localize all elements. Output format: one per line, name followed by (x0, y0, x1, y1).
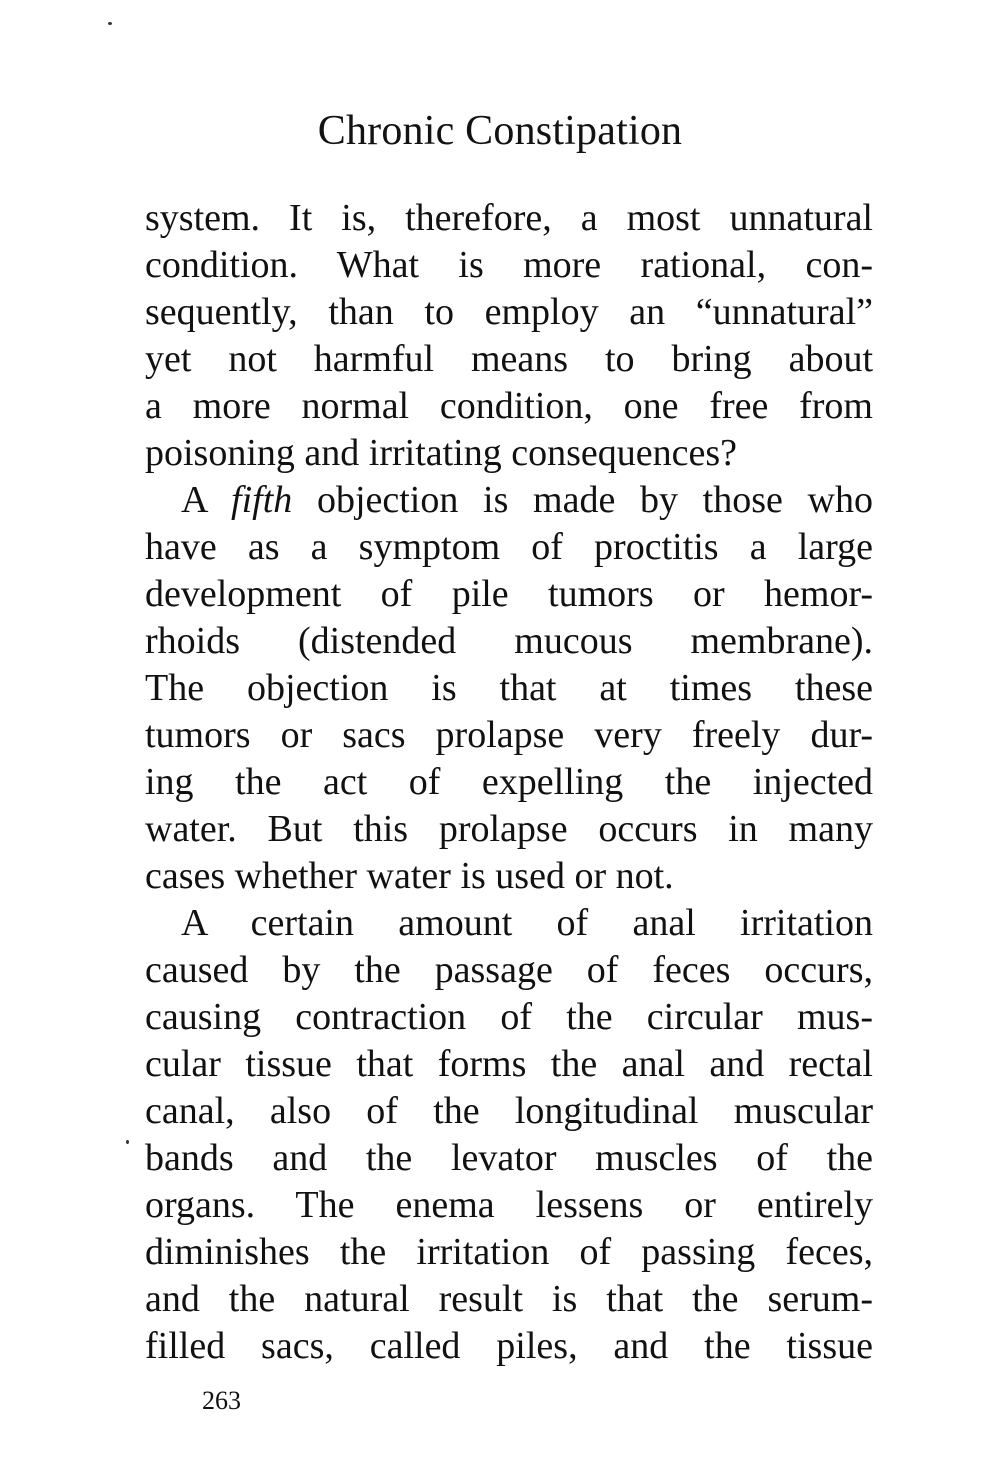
text-line: have as a symptom of proctitis a large (145, 526, 873, 568)
text-line (145, 477, 873, 524)
text-line: a more normal condition, one free from (145, 385, 873, 427)
text-line: tumors or sacs prolapse very freely dur- (145, 714, 873, 756)
running-head: Chronic Constipation (317, 108, 683, 154)
text-line: condition. What is more rational, con- (145, 244, 873, 286)
text-line: The objection is that at times these (145, 667, 873, 709)
scan-speck (108, 22, 112, 25)
text-line: sequently, than to employ an “unnatural” (145, 291, 873, 333)
text-line: yet not harmful means to bring about (145, 338, 873, 380)
text-segment: objection is made by those who (292, 479, 873, 521)
text-line: ing the act of expelling the injected (145, 761, 873, 803)
text-line: development of pile tumors or hemor- (145, 573, 873, 615)
italic-word: fifth (231, 479, 293, 521)
text-line: cases whether water is used or not. (145, 855, 674, 897)
text-line: canal, also of the longitudinal muscular (145, 1090, 873, 1132)
text-line: water. But this prolapse occurs in many (145, 808, 873, 850)
text-line: bands and the levator muscles of the (145, 1137, 873, 1179)
text-line: and the natural result is that the serum- (145, 1278, 873, 1320)
text-line: causing contraction of the circular mus- (145, 996, 873, 1038)
text-line: system. It is, therefore, a most unnatural (145, 197, 873, 239)
text-line: rhoids (distended mucous membrane). (145, 620, 873, 662)
text-line: poisoning and irritating consequences? (145, 432, 738, 474)
page-number: 263 (202, 1386, 241, 1415)
text-line: caused by the passage of feces occurs, (145, 949, 873, 991)
text-segment: A (181, 479, 232, 521)
text-line: diminishes the irritation of passing feces, (145, 1231, 873, 1273)
body-text (145, 195, 873, 1370)
text-line: A certain amount of anal irritation (181, 902, 873, 944)
text-line: filled sacs, called piles, and the tissue (145, 1325, 873, 1367)
text-line: organs. The enema lessens or entirely (145, 1184, 873, 1226)
scan-speck (126, 1140, 129, 1144)
text-line: cular tissue that forms the anal and rectal (145, 1043, 873, 1085)
